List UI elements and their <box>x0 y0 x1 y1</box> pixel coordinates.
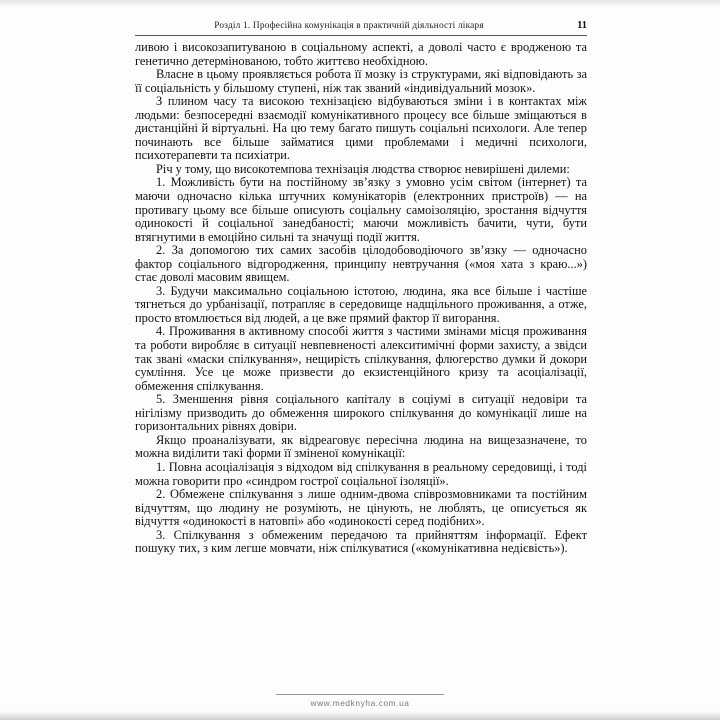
numbered-item: 2. За допомогою тих самих засобів цілодобоводіючого зв’язку — одночасно фактор соціального відгородження, принципу невтручання («моя хата з краю...») стає доволі масовим явищем. <box>135 243 587 285</box>
numbered-item: 5. Зменшення рівня соціального капіталу в соціумі в ситуації недовіри та нігілізму призводить до обмеження широкого спілкування до комунікації лише на горизонтальних рівнях довіри. <box>135 392 587 434</box>
running-head <box>135 20 587 36</box>
paragraph: Якщо проаналізувати, як відреаговує пересічна людина на вищезазначене, то можна виділити такі форми її зміненої комунікації: <box>135 432 587 461</box>
numbered-item: 1. Можливість бути на постійному зв’язку з умовно усім світом (інтернет) та маючи одночасно кілька штучних комунікаторів (електронних пристроїв) — на противагу цьому все більше описують соціальну самоізоляцію, зростання відчуття одинокості й соціальної занедбаності; маючи можливість бачити, чути, бути втягнутими в емоційно сильні та значущі події життя. <box>135 175 587 244</box>
paragraph: Власне в цьому проявляється робота її мозку із структурами, які відповідають за її соціальність у більшому ступені, ніж так званий «індивідуальний мозок». <box>135 67 587 95</box>
paragraph: Річ у тому, що високотемпова технізація людства створює невирішені дилеми: <box>156 161 570 176</box>
paragraph: ливою і високозапитуваною в соціальному аспекті, а доволі часто є вродженою та генетично детермінованою, тобто життєво необхідною. <box>135 40 587 68</box>
page-footer <box>0 694 720 708</box>
page-body-text <box>135 41 587 556</box>
numbered-item: 3. Будучи максимально соціальною істотою, людина, яка все більше і частіше тягнеться до урбанізації, потрапляє в середовище надщільного проживання, а отже, просто втомлюється від людей, а це вже прямий фактор її вигорання. <box>135 283 587 325</box>
chapter-title: Розділ 1. Професійна комунікація в практичній діяльності лікаря <box>214 21 484 31</box>
numbered-item: 3. Спілкування з обмеженим передачою та прийняттям інформації. Ефект пошуку тих, з ким легше мовчати, ніж спілкуватися («комунікативна недієвість»). <box>135 527 587 556</box>
page-number: 11 <box>577 20 587 31</box>
numbered-item: 2. Обмежене спілкування з лише одним-двома співрозмовниками та постійним відчуттям, що людину не розуміють, не цінують, не люблять, це описується як відчуття «одинокості в натовпі» або «одинокості серед подібних». <box>135 487 587 529</box>
scan-edge-bottom <box>0 711 720 720</box>
footer-rule <box>276 694 444 695</box>
publisher-url: www.medknyha.com.ua <box>310 698 410 708</box>
numbered-item: 1. Повна асоціалізація з відходом від спілкування в реальному середовищі, і тоді можна говорити про «синдром гострої соціальної ізоляції». <box>135 459 587 488</box>
paragraph: З плином часу та високою технізацією відбуваються зміни і в контактах між людьми: безпосередні взаємодії комунікативного процесу все більше зміщаються в дистанційні й віртуальні. На цю тему багато пишуть соціальні психологи. Але тепер починають все більше займатися цими проблемами і медичні психологи, психотерапевти та психіатри. <box>135 94 587 163</box>
scan-edge-top <box>0 0 720 7</box>
numbered-item: 4. Проживання в активному способі життя з частими змінами місця проживання та роботи виробляє в ситуації невпевненості алекситимічні форми захисту, а звідси так звані «маски спілкування», нещирість спілкування, флюгерство думки й докори сумління. Усе це може призвести до екзистенційного кризу та асоціалізації, обмеження спілкування. <box>135 324 587 393</box>
